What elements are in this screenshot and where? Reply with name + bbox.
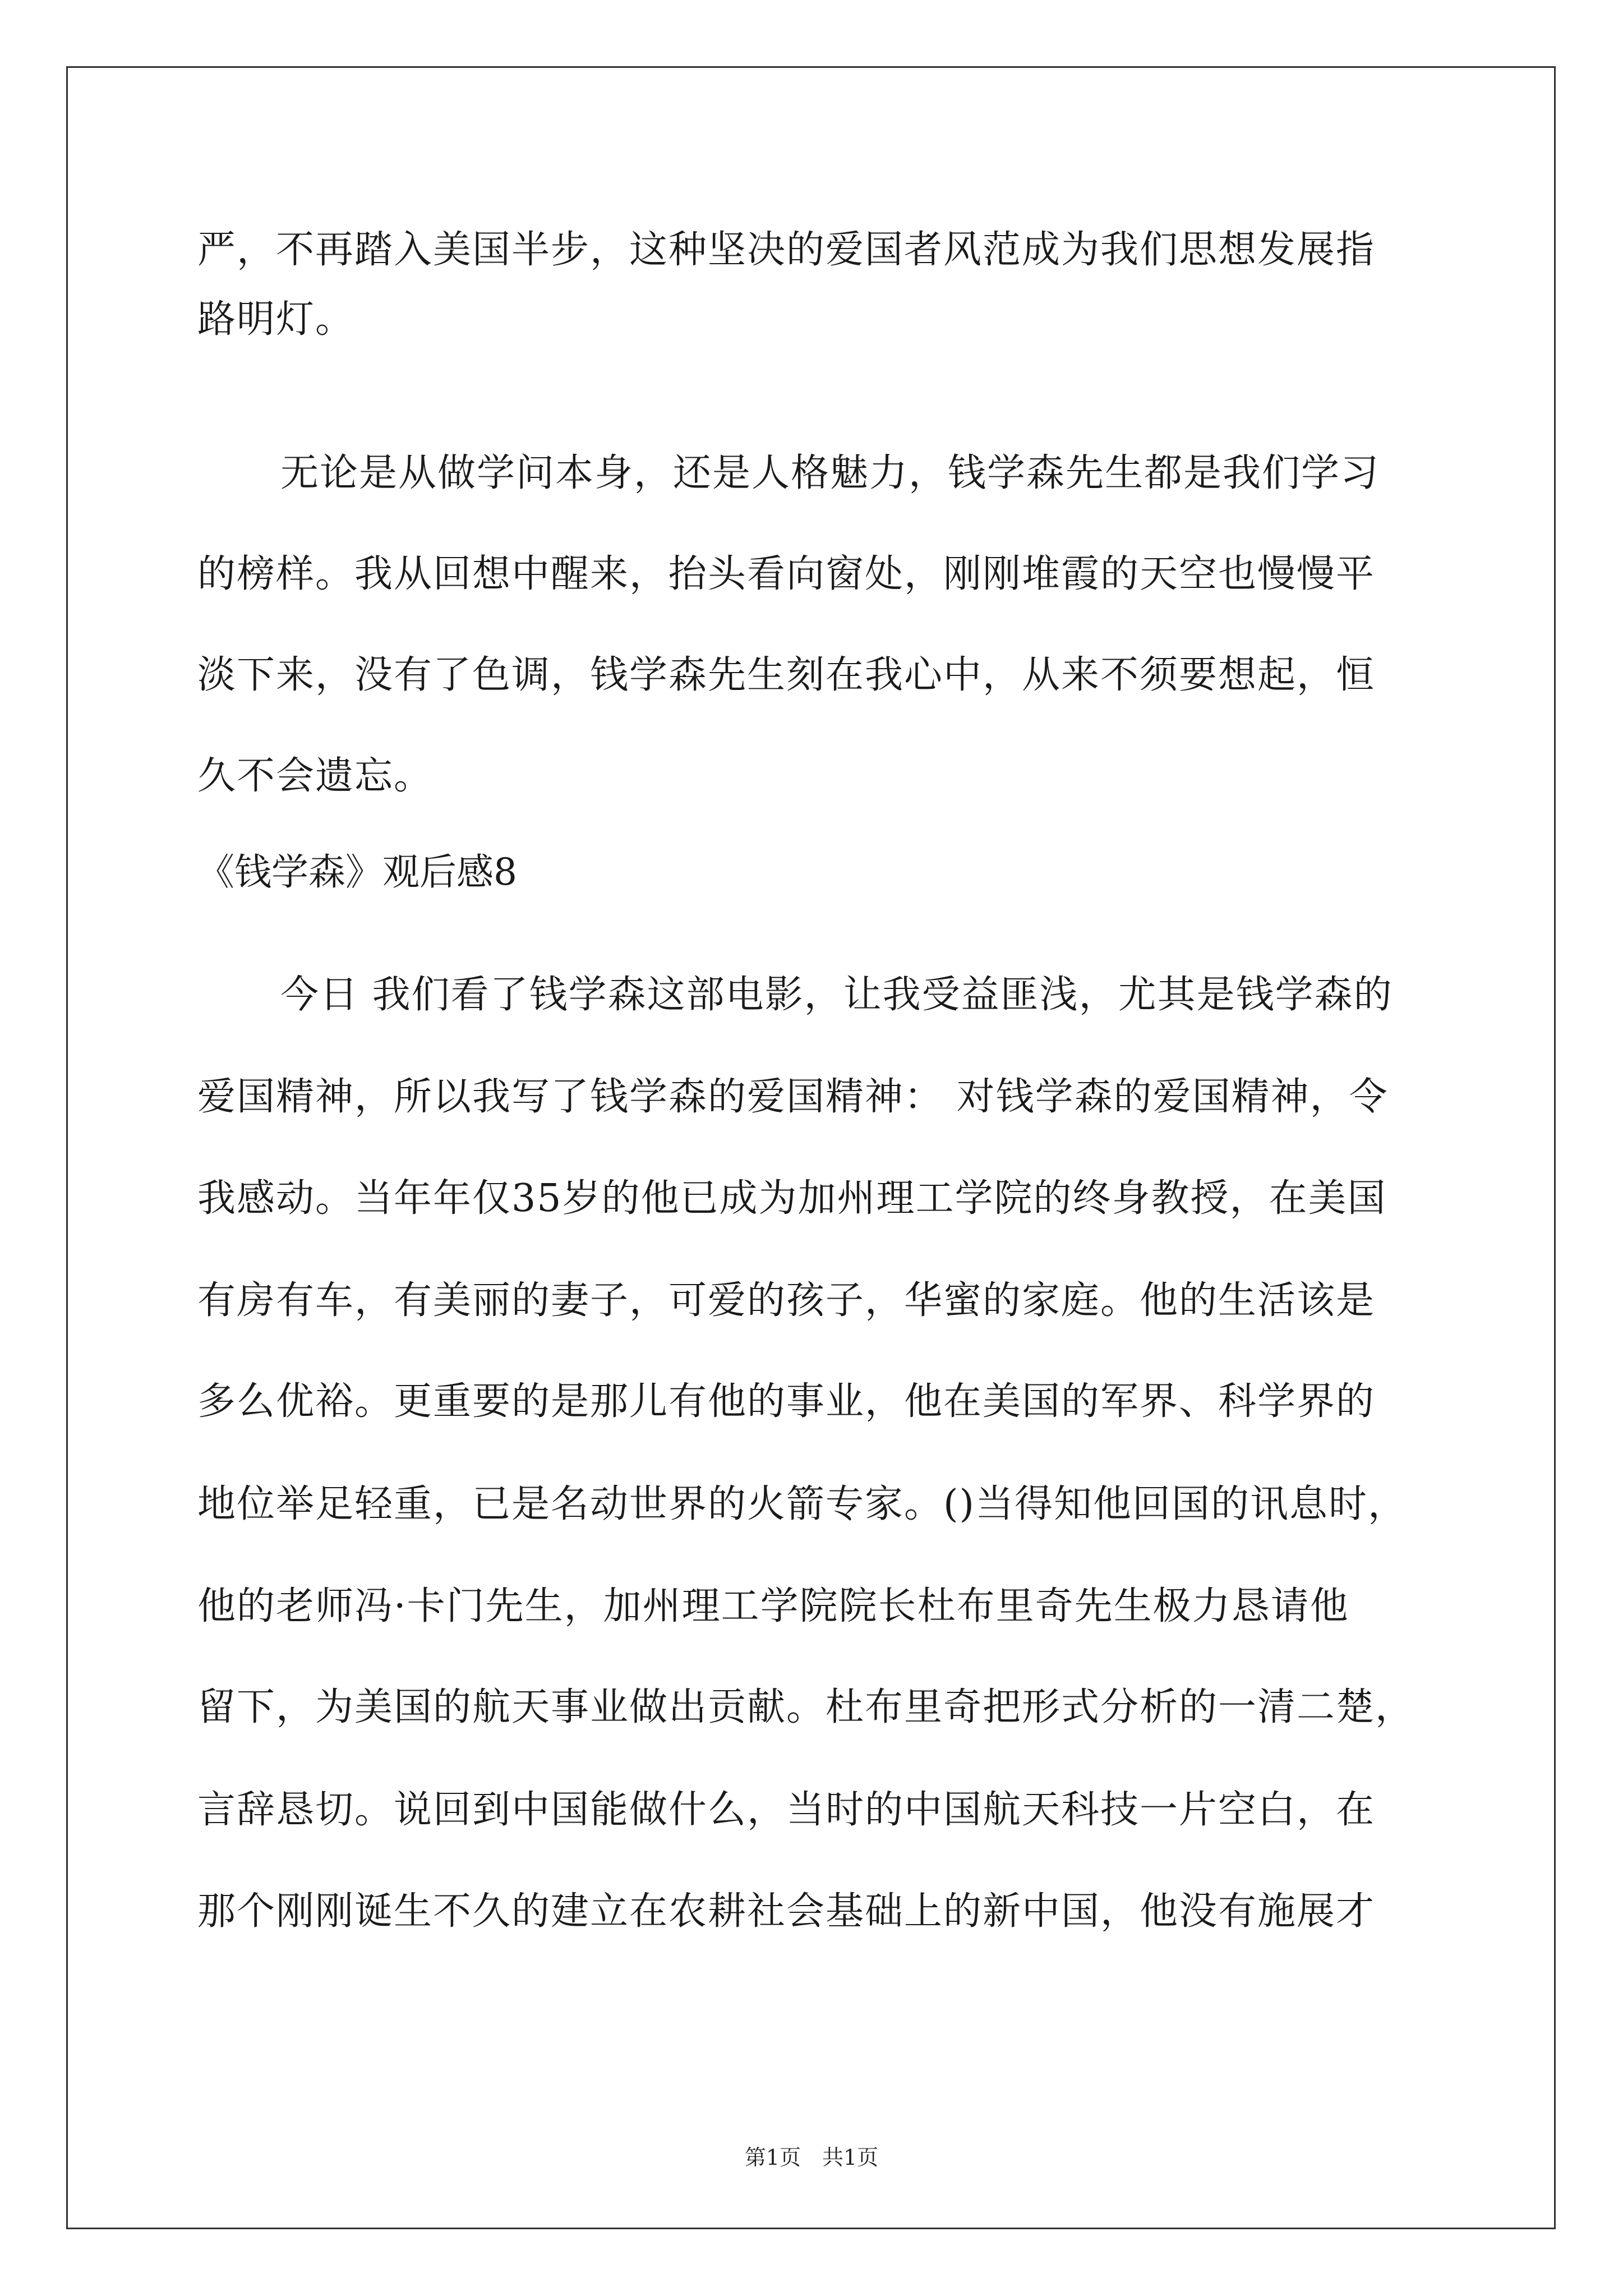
paragraph-line: 留下，为美国的航天事业做出贡献。杜布里奇把形式分析的一清二楚， [197,1685,1415,1729]
paragraph-line: 淡下来，没有了色调，钱学森先生刻在我心中，从来不须要想起，恒 [197,653,1376,697]
paragraph-line: 言辞恳切。说回到中国能做什么，当时的中国航天科技一片空白，在 [197,1788,1376,1832]
paragraph-line: 严，不再踏入美国半步，这种坚决的爱国者风范成为我们思想发展指 [197,228,1376,272]
paragraph-line: 多么优裕。更重要的是那儿有他的事业，他在美国的军界、科学界的 [197,1379,1376,1424]
paragraph-line: 那个刚刚诞生不久的建立在农耕社会基础上的新中国，他没有施展才 [197,1889,1376,1934]
paragraph-line: 有房有车，有美丽的妻子，可爱的孩子，华蜜的家庭。他的生活该是 [197,1278,1376,1323]
paragraph-line: 他的老师冯·卡门先生，加州理工学院院长杜布里奇先生极力恳请他 [197,1584,1349,1628]
paragraph-line: 地位举足轻重，已是名动世界的火箭专家。()当得知他回国的讯息时， [197,1482,1408,1526]
paragraph-line: 的榜样。我从回想中醒来，抬头看向窗处，刚刚堆霞的天空也慢慢平 [197,552,1376,596]
paragraph-line: 路明灯。 [197,297,355,342]
paragraph-line: 我感动。当年年仅35岁的他已成为加州理工学院的终身教授，在美国 [197,1176,1387,1221]
paragraph-line: 爱国精神，所以我写了钱学森的爱国精神： 对钱学森的爱国精神，令 [197,1075,1389,1119]
paragraph-line: 无论是从做学问本身，还是人格魅力，钱学森先生都是我们学习 [280,451,1380,495]
section-heading: 《钱学森》观后感8 [197,850,517,894]
page-number-footer: 第1页 共1页 [744,2145,879,2170]
paragraph-line: 今日 我们看了钱学森这部电影，让我受益匪浅，尤其是钱学森的 [280,973,1393,1017]
paragraph-line: 久不会遗忘。 [197,754,434,798]
